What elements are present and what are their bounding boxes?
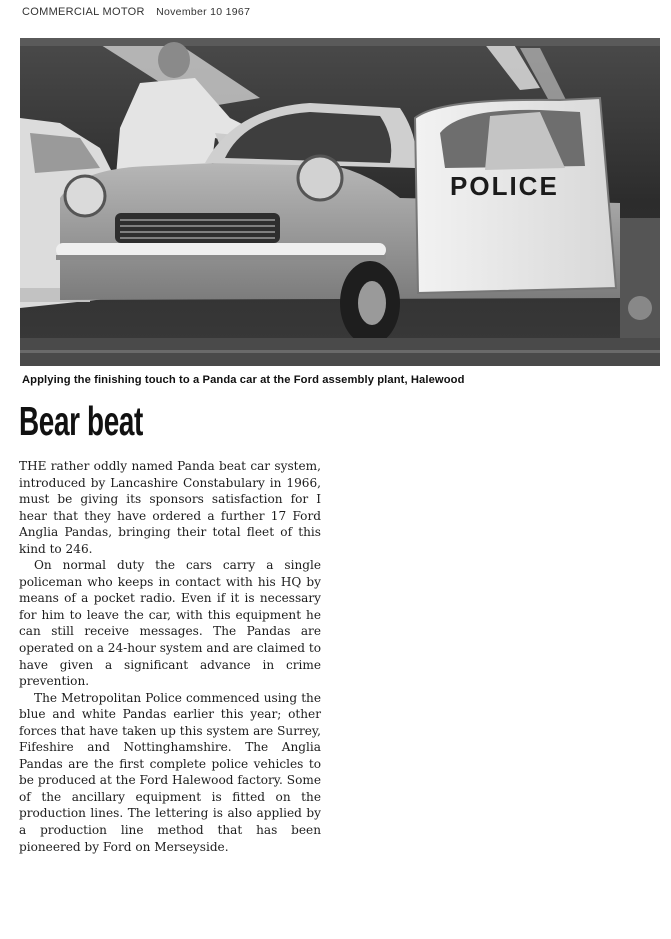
factory-photo [20,38,660,366]
article-paragraph-3: The Metropolitan Police commenced using the blue and white Pandas earlier this year; other forces that have taken up this system are Surrey, Fifeshire and Nottinghamshire. The Anglia Pandas are the first complete police vehicles to be produced at the Ford Halewood factory. Some of the ancillary equipment is fitted on the production lines. The lettering is also applied by a production line method that has been pioneered by Ford on Merseyside. [19,690,321,854]
issue-date: November 10 1967 [156,6,251,18]
article-paragraph-2: On normal duty the cars carry a single policeman who keeps in contact with his HQ by means of a pocket radio. Even if it is necessary for him to leave the car, with this equipment he can still receive messages. The Pandas are operated on a 24-hour system and are claimed to have given a significant advance in crime prevention. [19,558,321,689]
article-paragraph-1: THE rather oddly named Panda beat car system, introduced by Lancashire Constabulary in 1966, must be giving its sponsors satisfaction for I hear that they have ordered a further 17 Ford Anglia Pandas, bringing their total fleet of this kind to 246. [19,459,321,556]
article-headline: Bear beat [19,398,144,444]
police-lettering: POLICE [450,171,559,201]
article-body [19,458,321,855]
photo-caption: Applying the finishing touch to a Panda car at the Ford assembly plant, Halewood [22,374,465,386]
publication-name: COMMERCIAL MOTOR [22,6,145,18]
masthead [22,6,250,18]
